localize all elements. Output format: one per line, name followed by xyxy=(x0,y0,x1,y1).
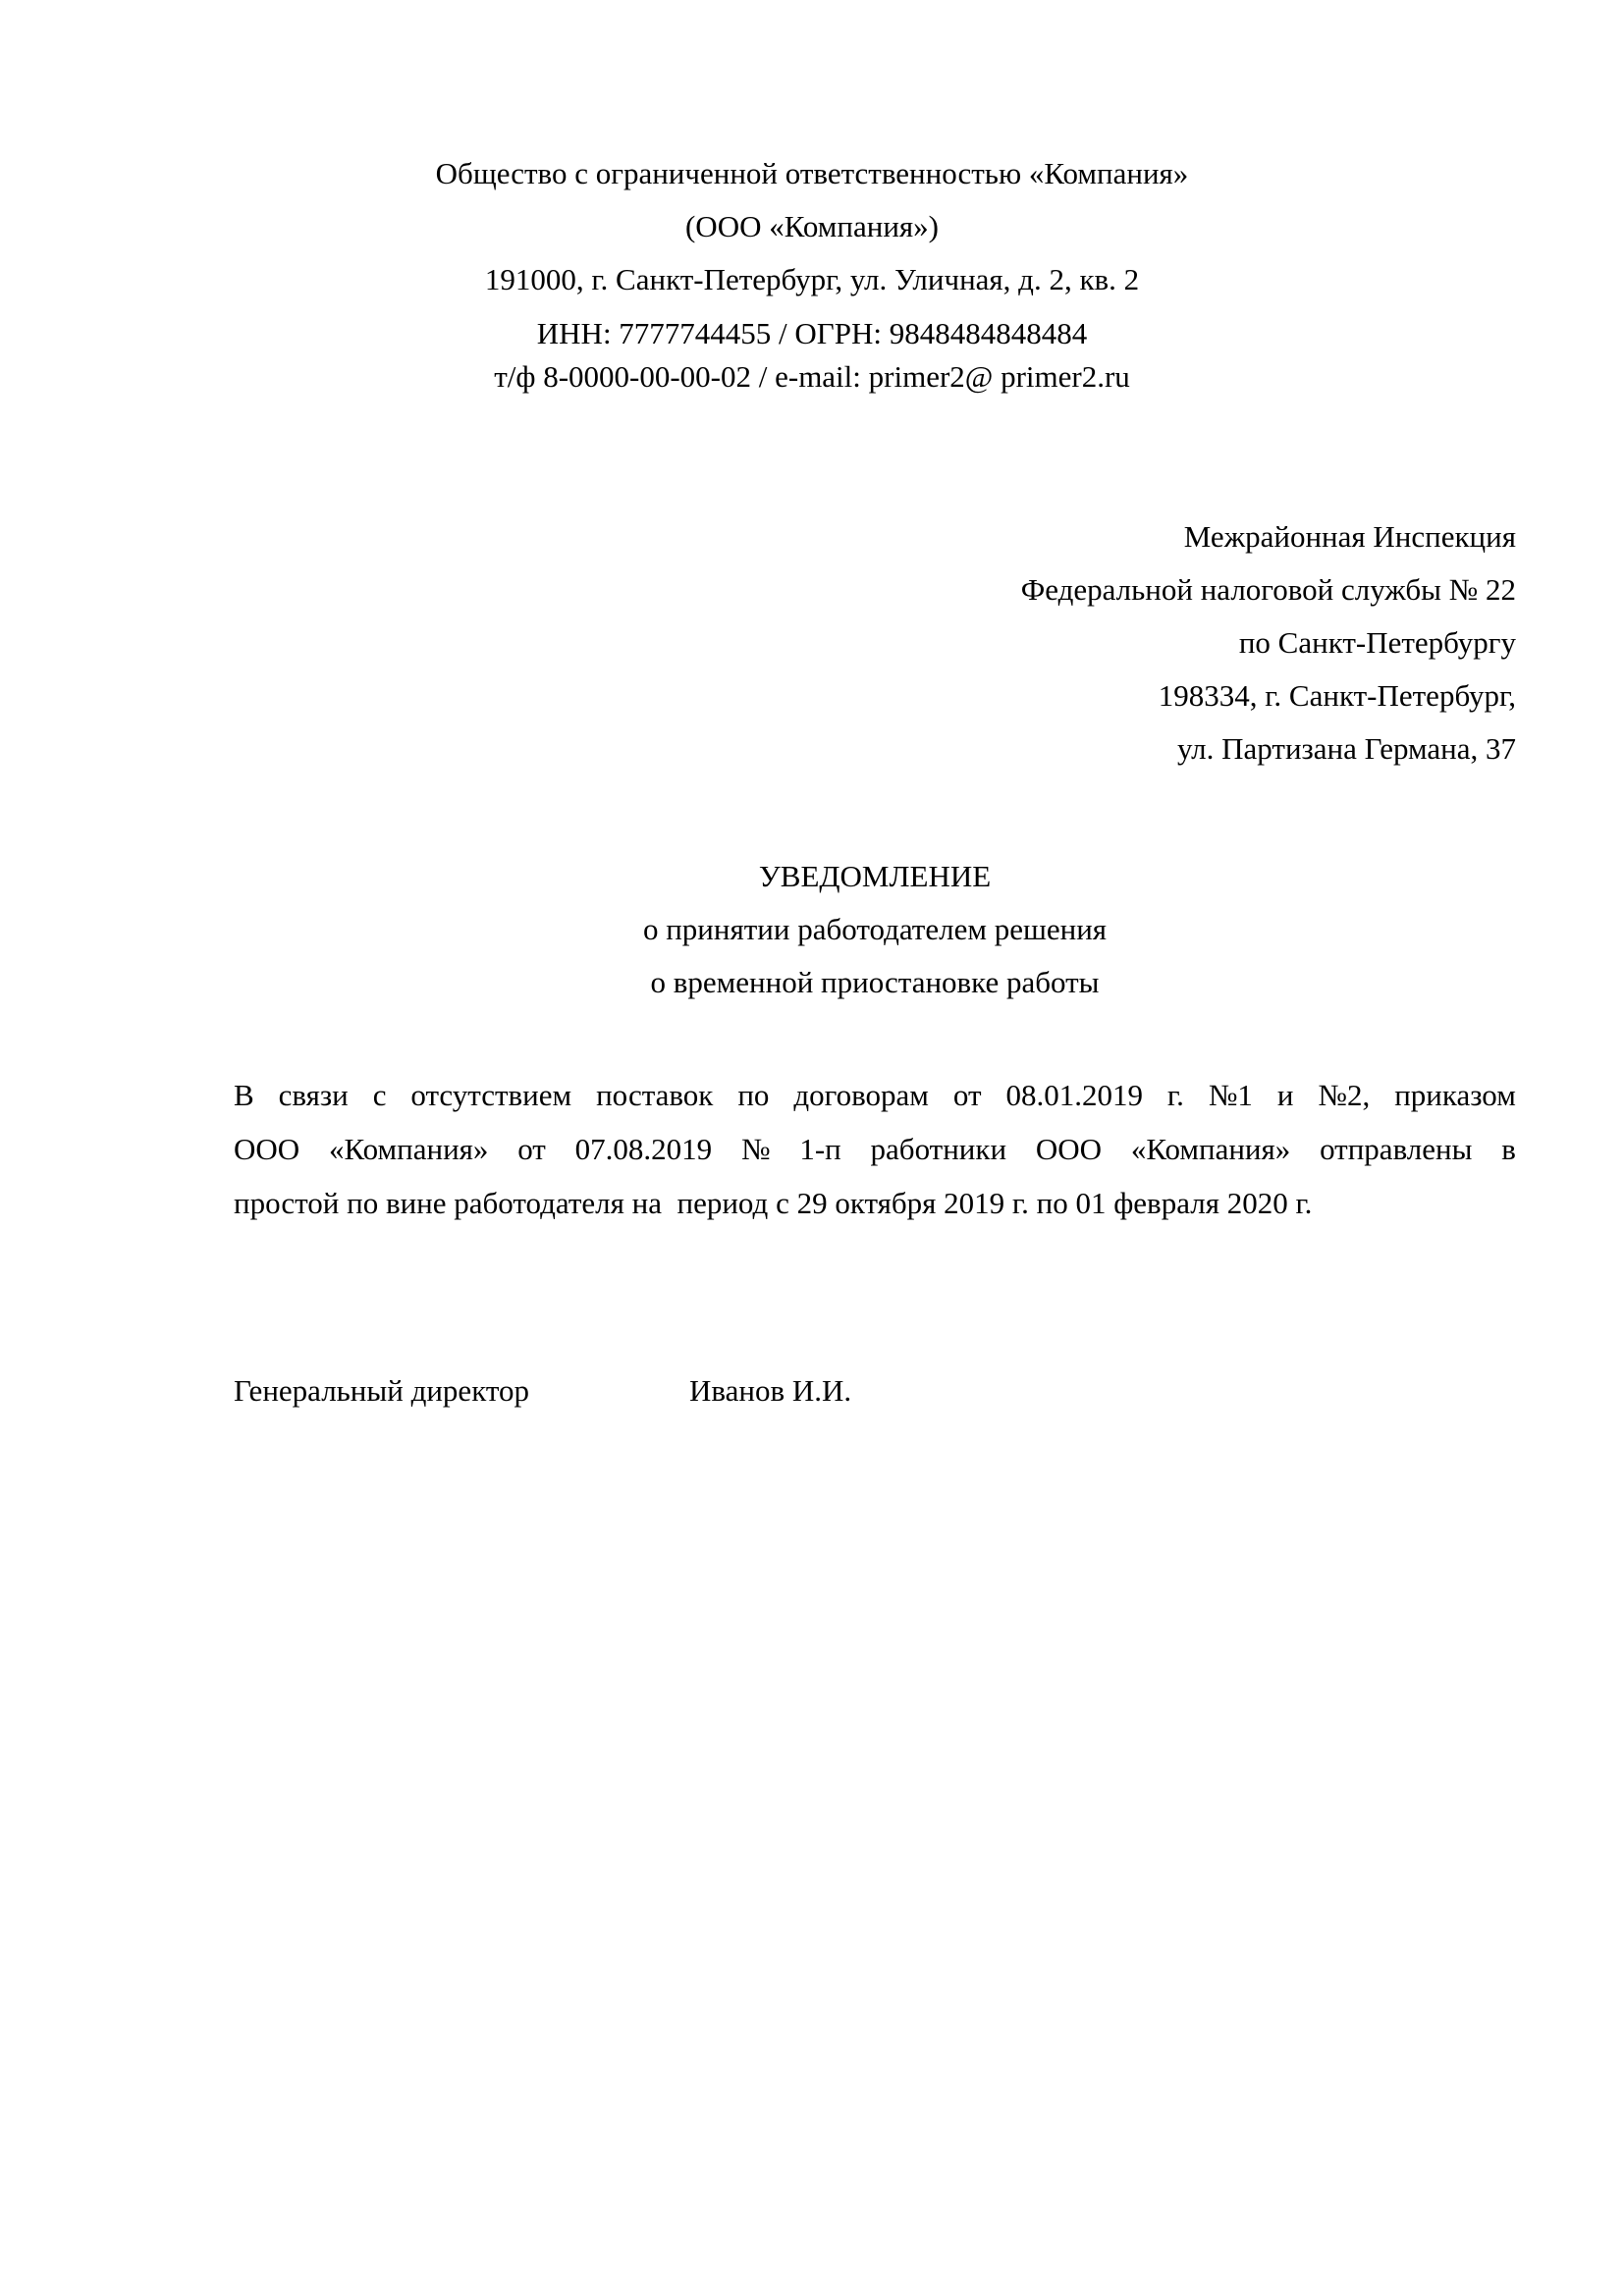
body-word: поставок xyxy=(596,1078,714,1112)
body-word: №1 xyxy=(1208,1078,1253,1112)
signer-name: Иванов И.И. xyxy=(689,1373,852,1408)
body-word: ООО xyxy=(1035,1132,1103,1166)
body-word: 07.08.2019 xyxy=(574,1132,713,1166)
body-word: 08.01.2019 xyxy=(1005,1078,1143,1112)
body-word: г. xyxy=(1166,1078,1184,1112)
recipient-line: 198334, г. Санкт-Петербург, xyxy=(1158,678,1516,713)
body-word: работники xyxy=(870,1132,1007,1166)
body-word: №2, xyxy=(1318,1078,1371,1112)
signer-position: Генеральный директор xyxy=(234,1373,529,1408)
body-word: 1-п xyxy=(799,1132,841,1166)
body-word: договорам xyxy=(793,1078,929,1112)
body-word: ООО xyxy=(234,1132,300,1166)
recipient-line: ул. Партизана Германа, 37 xyxy=(1177,731,1516,766)
signature-block xyxy=(234,1364,852,1417)
document-subtitle: о принятии работодателем решения xyxy=(642,912,1108,946)
document-title: УВЕДОМЛЕНИЕ xyxy=(758,859,992,893)
body-word: приказом xyxy=(1394,1078,1516,1112)
sender-short-name: (ООО «Компания») xyxy=(684,209,939,243)
sender-address: 191000, г. Санкт-Петербург, ул. Уличная, д. 2, кв. 2 xyxy=(484,262,1140,296)
body-word: по xyxy=(737,1078,770,1112)
document-subtitle: о временной приостановке работы xyxy=(650,965,1100,999)
body-word: «Компания» xyxy=(328,1132,489,1166)
body-line-2 xyxy=(234,1122,1516,1176)
recipient-line: Межрайонная Инспекция xyxy=(1183,519,1516,554)
body-word: и xyxy=(1276,1078,1294,1112)
body-word: от xyxy=(952,1078,982,1112)
recipient-line: Федеральной налоговой службы № 22 xyxy=(1020,572,1516,607)
sender-full-name: Общество с ограниченной ответственностью «Компания» xyxy=(435,156,1189,190)
body-word: В xyxy=(234,1078,254,1112)
body-line-1 xyxy=(234,1068,1516,1122)
body-word: отсутствием xyxy=(410,1078,572,1112)
sender-header xyxy=(0,147,1624,399)
notice-body xyxy=(234,1068,1516,1230)
body-word: связи xyxy=(278,1078,349,1112)
document-title-block xyxy=(0,850,1624,1009)
body-word: от xyxy=(517,1132,546,1166)
sender-ids: ИНН: 7777744455 / ОГРН: 9848484848484 xyxy=(536,316,1088,350)
body-word: в xyxy=(1501,1132,1516,1166)
body-line-3-text: простой по вине работодателя на период с 29 октября 2019 г. по 01 февраля 2020 г. xyxy=(234,1186,1313,1220)
body-word: отправлены xyxy=(1320,1132,1473,1166)
body-word: с xyxy=(372,1078,387,1112)
sender-contacts: т/ф 8-0000-00-00-02 / e-mail: primer2@ primer2.ru xyxy=(494,359,1130,394)
body-word: «Компания» xyxy=(1130,1132,1291,1166)
body-line-3 xyxy=(234,1176,1516,1230)
recipient-block xyxy=(1021,510,1516,775)
recipient-line: по Санкт-Петербургу xyxy=(1238,625,1516,660)
body-word: № xyxy=(740,1132,771,1166)
